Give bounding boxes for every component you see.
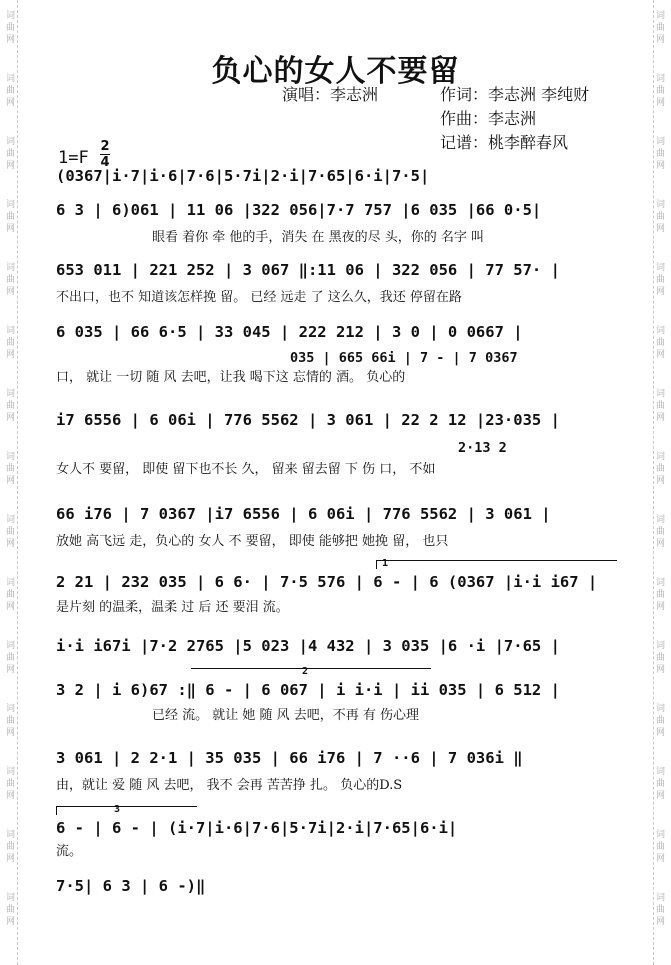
time-signature-bottom: 4 [100,155,110,170]
time-signature-top: 2 [100,139,110,154]
watermark-text: 词 曲 网 [5,893,15,927]
watermark-text: 词 曲 网 [655,830,665,864]
watermark-text: 词 曲 网 [655,452,665,486]
watermark-text: 词 曲 网 [5,74,15,108]
score-row-4 [56,322,616,385]
score-row-7 [56,558,616,615]
watermark-text: 词 曲 网 [655,578,665,612]
lyric-line: 放她 高飞远 走，负心的 女人 不 要留， 即使 能够把 她挽 留， 也只 [56,534,449,549]
lyric-line: 是片刻 的温柔，温柔 过 后 还 要泪 流。 [56,600,289,615]
notation-line: 653 011 | 221 252 | 3 067 ‖:11 06 | 322 056 | 77 57· | [56,261,560,279]
composer-credit: 作曲：李志洲 [440,109,537,128]
notation-line: 6 3 | 6)061 | 11 06 |322 056|7·7 757 |6 035 |66 0·5| [56,201,542,219]
watermark-text: 词 曲 网 [5,578,15,612]
watermark-text: 词 曲 网 [5,767,15,801]
volta-number-3: 3 [114,804,121,815]
notation-line: 6 - | 6 - | (i·7|i·6|7·6|5·7i|2·i|7·65|6·i| [56,819,458,837]
lyric-line: 流。 [56,844,83,859]
notation-line: i·i i67i |7·2 2765 |5 023 |4 432 | 3 035 |6 ·i |7·65 | [56,637,560,655]
time-signature [100,140,110,169]
watermark-text: 词 曲 网 [5,389,15,423]
transcriber-credit: 记谱：桃李醉春风 [440,133,569,152]
lyric-line: 已经 流。 就让 她 随 风 去吧，不再 有 伤心理 [152,708,420,723]
alternate-notation-line: 035 | 665 66i | 7 - | 7 0367 [290,350,518,366]
score-row-12 [56,876,616,896]
notation-line: 3 061 | 2 2·1 | 35 035 | 66 i76 | 7 ··6 | 7 036i ‖ [56,749,523,767]
score-row-11 [56,804,616,859]
watermark-text: 词 曲 网 [655,263,665,297]
score-row-6 [56,504,616,549]
volta-number-2: 2 [302,666,309,677]
notation-line: 66 i76 | 7 0367 |i7 6556 | 6 06i | 776 5562 | 3 061 | [56,505,551,523]
score-row-9 [56,666,616,723]
lyric-line: 不出口，也不 知道该怎样挽 留。 已经 远走 了 这么久，我还 停留在路 [56,290,462,305]
watermark-text: 词 曲 网 [655,200,665,234]
lyric-line: 眼看 着你 牵 他的手，消失 在 黑夜的尽 头，你的 名字 叫 [152,230,485,245]
alternate-notation-line: 2·13 2 [458,440,507,456]
watermark-text: 词 曲 网 [5,830,15,864]
score-row-10 [56,748,616,793]
watermark-text: 词 曲 网 [5,452,15,486]
volta-bracket-3 [56,806,197,815]
watermark-text: 词 曲 网 [655,326,665,360]
watermark-text: 词 曲 网 [5,704,15,738]
notation-line: 7·5| 6 3 | 6 -)‖ [56,877,206,895]
score-row-1 [56,166,616,186]
volta-number-1: 1 [382,558,389,569]
volta-bracket-1 [376,560,617,569]
notation-line: (0367|i·7|i·6|7·6|5·7i|2·i|7·65|6·i|7·5| [56,167,430,185]
singer-credit: 演唱：李志洲 [282,85,379,104]
watermark-text: 词 曲 网 [5,11,15,45]
watermark-text: 词 曲 网 [655,74,665,108]
notation-line: 3 2 | i 6)67 :‖ 6 - | 6 067 | i i·i | ii 035 | 6 512 | [56,681,560,699]
watermark-text: 词 曲 网 [5,515,15,549]
song-title: 负心的女人不要留 [211,54,460,89]
watermark-text: 词 曲 网 [5,137,15,171]
lyricist-credit: 作词：李志洲 李纯财 [440,85,590,104]
watermark-text: 词 曲 网 [655,389,665,423]
watermark-text: 词 曲 网 [5,263,15,297]
score-row-3 [56,260,616,305]
score-row-8 [56,636,616,656]
score-row-5 [56,410,616,477]
watermark-text: 词 曲 网 [5,200,15,234]
watermark-text: 词 曲 网 [655,11,665,45]
notation-line: 6 035 | 66 6·5 | 33 045 | 222 212 | 3 0 | 0 0667 | [56,323,523,341]
watermark-text: 词 曲 网 [5,326,15,360]
watermark-text: 词 曲 网 [655,641,665,675]
watermark-text: 词 曲 网 [655,704,665,738]
key-signature: 1=F [58,148,89,168]
watermark-text: 词 曲 网 [655,137,665,171]
score-row-2 [56,200,616,245]
watermark-text: 词 曲 网 [5,641,15,675]
notation-line: i7 6556 | 6 06i | 776 5562 | 3 061 | 22 2 12 |23·035 | [56,411,560,429]
watermark-text: 词 曲 网 [655,767,665,801]
volta-bracket-2 [191,668,431,677]
lyric-line: 女人不 要留， 即使 留下也不长 久， 留来 留去留 下 伤 口， 不如 [56,462,436,477]
lyric-line: 口， 就让 一切 随 风 去吧，让我 喝下这 忘情的 酒。 负心的 [56,370,406,385]
watermark-text: 词 曲 网 [655,515,665,549]
lyric-line: 由，就让 爱 随 风 去吧， 我不 会再 苦苦挣 扎。 负心的D.S [56,778,403,793]
notation-line: 2 21 | 232 035 | 6 6· | 7·5 576 | 6 - | 6 (0367 |i·i i67 | [56,573,598,591]
watermark-text: 词 曲 网 [655,893,665,927]
